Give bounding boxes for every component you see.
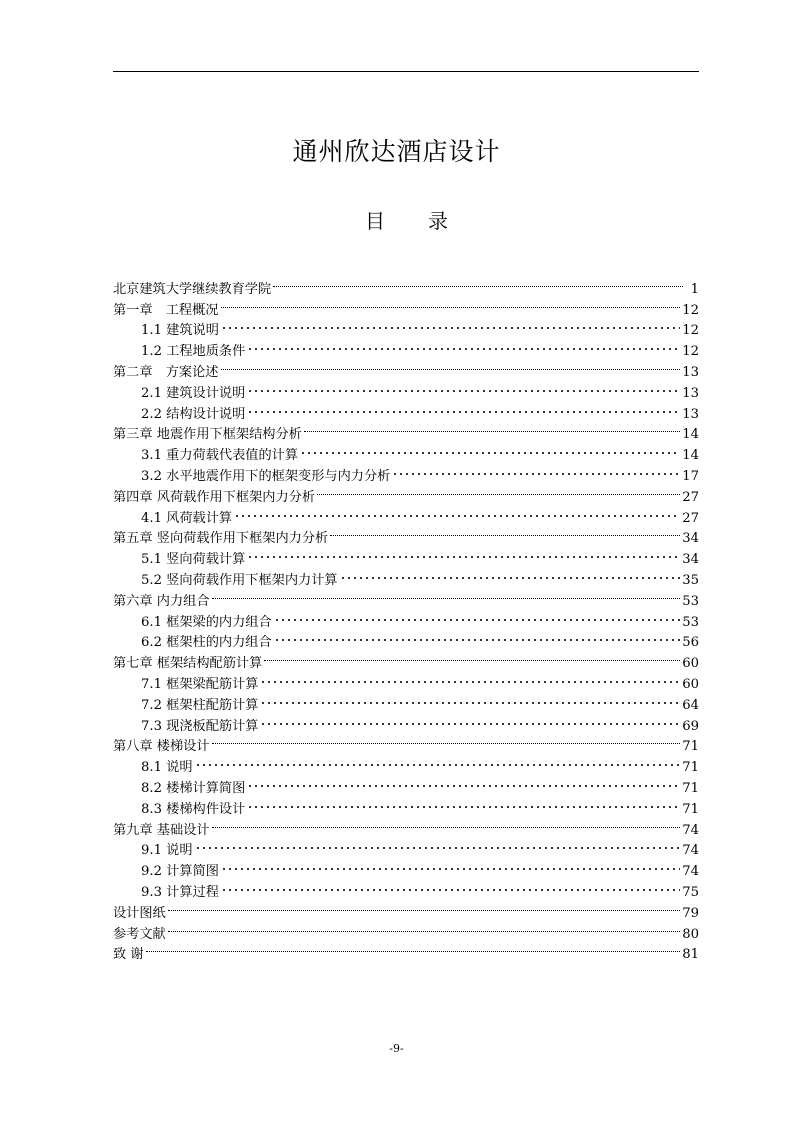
toc-heading-char-2: 录: [428, 209, 448, 233]
toc-entry-page: 17: [682, 468, 699, 484]
toc-dot-leader: [146, 938, 681, 959]
toc-entry-page: 71: [682, 739, 699, 755]
toc-entry-page: 35: [682, 572, 699, 588]
toc-entry-page: 60: [682, 656, 699, 672]
document-title: 通州欣达酒店设计: [292, 137, 501, 166]
toc-dot-leader: [221, 875, 680, 896]
toc-entry[interactable]: [113, 854, 699, 880]
toc-entry[interactable]: [113, 272, 699, 297]
toc-entry-title: 1.1 建筑说明: [141, 323, 219, 339]
toc-dot-leader: [304, 418, 680, 439]
toc-dot-leader: [330, 522, 680, 543]
toc-entry-title: 3.2 水平地震作用下的框架变形与内力分析: [141, 468, 391, 484]
toc-dot-leader: [221, 355, 681, 376]
toc-entry-page: 53: [682, 614, 699, 630]
toc-dot-leader: [247, 397, 680, 418]
toc-entry-title: 第八章 楼梯设计: [113, 739, 210, 755]
toc-entry-page: 71: [682, 801, 699, 817]
toc-dot-leader: [247, 334, 680, 355]
toc-entry-title: 第六章 内力组合: [113, 593, 210, 609]
toc-dot-leader: [195, 834, 681, 855]
toc-entry-title: 第四章 风荷载作用下框架内力分析: [113, 489, 316, 505]
toc-entry-title: 9.2 计算简图: [141, 864, 219, 880]
toc-entry-title: 设计图纸: [113, 905, 166, 921]
toc-entry[interactable]: [113, 917, 699, 942]
toc-dot-leader: [212, 730, 681, 751]
toc-dot-leader: [247, 376, 680, 397]
toc-entry-title: 9.1 说明: [141, 843, 193, 859]
toc-heading-char-1: 目: [365, 209, 385, 233]
toc-dot-leader: [221, 854, 680, 875]
toc-dot-leader: [392, 459, 680, 480]
toc-entry-page: 53: [682, 593, 699, 609]
toc-entry[interactable]: [113, 938, 699, 963]
toc-entry-page: 12: [682, 344, 699, 360]
toc-dot-leader: [212, 813, 681, 834]
toc-entry-page: 34: [682, 552, 699, 568]
toc-dot-leader: [247, 792, 680, 813]
toc-entry-page: 64: [682, 697, 699, 713]
toc-entry-title: 第二章 方案论述: [113, 364, 219, 380]
toc-dot-leader: [247, 771, 680, 792]
toc-dot-leader: [264, 646, 680, 667]
header-rule: [113, 71, 699, 72]
toc-entry-title: 4.1 风荷载计算: [141, 510, 233, 526]
toc-entry-page: 14: [682, 448, 699, 464]
toc-entry-page: 74: [682, 822, 699, 838]
toc-entry-title: 3.1 重力荷载代表值的计算: [141, 448, 299, 464]
toc-entry-page: 34: [682, 531, 699, 547]
toc-dot-leader: [317, 480, 680, 501]
toc-entry-title: 参考文献: [113, 926, 166, 942]
toc-entry-page: 12: [682, 302, 699, 318]
toc-dot-leader: [260, 688, 680, 709]
toc-entry-title: 7.3 现浇板配筋计算: [141, 718, 259, 734]
toc-entry-page: 13: [682, 385, 699, 401]
toc-dot-leader: [273, 272, 683, 293]
toc-dot-leader: [340, 563, 681, 584]
toc-dot-leader: [221, 293, 681, 314]
toc-entry-page: 12: [682, 323, 699, 339]
toc-entry-title: 6.2 框架柱的内力组合: [141, 635, 272, 651]
toc-entry-page: 14: [682, 427, 699, 443]
toc-entry-page: 74: [682, 864, 699, 880]
toc-entry-title: 致 谢: [113, 947, 144, 963]
toc-entry-page: 81: [682, 947, 699, 963]
toc-heading: [365, 207, 465, 235]
toc-entry-title: 5.1 竖向荷载计算: [141, 552, 246, 568]
toc-dot-leader: [247, 542, 680, 563]
toc-entry-title: 2.1 建筑设计说明: [141, 385, 246, 401]
toc-dot-leader: [168, 896, 680, 917]
toc-dot-leader: [221, 314, 680, 335]
toc-entry-page: 75: [682, 884, 699, 900]
toc-entry-title: 9.3 计算过程: [141, 884, 219, 900]
toc-entry-page: 71: [682, 780, 699, 796]
toc-entry-page: 56: [682, 635, 699, 651]
toc-dot-leader: [260, 667, 680, 688]
toc-entry-title: 第九章 基础设计: [113, 822, 210, 838]
toc-entry-page: 13: [682, 406, 699, 422]
toc-entry-title: 7.1 框架梁配筋计算: [141, 676, 259, 692]
toc-entry-title: 8.3 楼梯构件设计: [141, 801, 246, 817]
toc-dot-leader: [274, 605, 681, 626]
toc-entry-title: 8.2 楼梯计算简图: [141, 780, 246, 796]
toc-dot-leader: [274, 626, 681, 647]
page-number: -9-: [389, 1042, 404, 1055]
toc-entry-page: 74: [682, 843, 699, 859]
toc-entry-title: 6.1 框架梁的内力组合: [141, 614, 272, 630]
toc-dot-leader: [195, 750, 681, 771]
toc-entry[interactable]: [113, 834, 699, 859]
toc-entry-title: 第七章 框架结构配筋计算: [113, 656, 263, 672]
toc-entry-page: 80: [682, 926, 699, 942]
toc-dot-leader: [300, 438, 680, 459]
toc-dot-leader: [212, 584, 681, 605]
toc-entry-page: 27: [682, 510, 699, 526]
toc-dot-leader: [168, 917, 680, 938]
toc-entry-title: 第五章 竖向荷载作用下框架内力分析: [113, 531, 329, 547]
toc-entry-page: 69: [682, 718, 699, 734]
toc-entry-title: 2.2 结构设计说明: [141, 406, 246, 422]
toc-entry-title: 北京建筑大学继续教育学院: [113, 281, 272, 297]
toc-entry-page: 71: [682, 760, 699, 776]
toc-entry-title: 1.2 工程地质条件: [141, 344, 246, 360]
toc-entry[interactable]: [113, 896, 699, 921]
toc-dot-leader: [234, 501, 680, 522]
table-of-contents: [113, 272, 699, 963]
toc-entry[interactable]: [113, 750, 699, 776]
toc-entry[interactable]: [113, 771, 699, 796]
toc-entry-title: 8.1 说明: [141, 760, 193, 776]
toc-entry-page: 13: [682, 364, 699, 380]
toc-entry-page: 60: [682, 676, 699, 692]
toc-entry-page: 79: [682, 905, 699, 921]
toc-entry-title: 第一章 工程概况: [113, 302, 219, 318]
toc-entry-title: 5.2 竖向荷载作用下框架内力计算: [141, 572, 338, 588]
toc-entry-title: 7.2 框架柱配筋计算: [141, 697, 259, 713]
toc-dot-leader: [260, 709, 680, 730]
toc-entry-page: 1: [690, 281, 699, 297]
toc-entry-title: 第三章 地震作用下框架结构分析: [113, 427, 302, 443]
toc-entry-page: 27: [682, 489, 699, 505]
